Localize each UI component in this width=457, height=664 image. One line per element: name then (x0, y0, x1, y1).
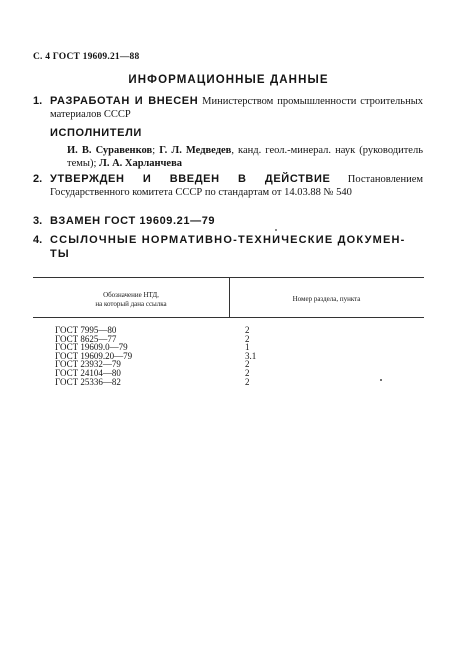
table-row-reference: 2 (245, 359, 250, 370)
table-header-document (33, 291, 229, 308)
executors-heading: ИСПОЛНИТЕЛИ (50, 127, 142, 139)
table-row-reference: 2 (245, 376, 250, 387)
executors-list (67, 145, 423, 170)
table-column-documents (55, 326, 132, 386)
table-row-document: ГОСТ 8625—77 (55, 333, 117, 344)
section-heading: УТВЕРЖДЕН И ВВЕДЕН В ДЕЙСТВИЕ (50, 173, 331, 185)
speck (275, 229, 277, 231)
table-row-reference: 2 (245, 367, 250, 378)
speck (380, 379, 382, 381)
executor-name: Л. А. Харланчева (99, 157, 183, 169)
section-heading: ССЫЛОЧНЫЕ НОРМАТИВНО-ТЕХНИЧЕСКИЕ ДОКУМЕН-ТЫ (50, 234, 406, 260)
section-2 (33, 173, 423, 199)
section-number: 1. (33, 95, 43, 107)
table-row-reference: 1 (245, 342, 250, 353)
executor-name: Г. Л. Медведев (159, 145, 232, 156)
table-row-reference: 2 (245, 333, 250, 344)
section-text: Постановлением Государственного комитета СССР по стандартам от 14.03.88 № 540 (50, 174, 424, 198)
table-row-reference: 3.1 (245, 350, 257, 361)
section-1 (33, 95, 423, 121)
section-number: 3. (33, 215, 43, 227)
section-number: 2. (33, 173, 43, 185)
section-number: 4. (33, 234, 43, 246)
section-heading: РАЗРАБОТАН И ВНЕСЕН (50, 95, 199, 107)
table-row-document: ГОСТ 19609.20—79 (55, 350, 133, 361)
table-row-document: ГОСТ 25336—82 (55, 376, 121, 387)
page-title: ИНФОРМАЦИОННЫЕ ДАННЫЕ (128, 74, 329, 86)
table-row-document: ГОСТ 19609.0—79 (55, 342, 128, 353)
executor-separator: ; (152, 145, 160, 156)
table-row-reference: 2 (245, 325, 250, 335)
header-line: Обозначение НТД, (103, 291, 159, 299)
table-row-document: ГОСТ 23932—79 (55, 359, 121, 370)
section-4 (33, 234, 423, 261)
header-line: на который дана ссылка (95, 299, 167, 308)
executor-credentials: , канд. геол.-минерал. наук (руководитель темы); (67, 145, 424, 169)
executor-name: И. В. Суравенков (67, 145, 153, 156)
section-text: Министерством промышленности строительных материалов СССР (50, 96, 423, 120)
table-row-document: ГОСТ 7995—80 (55, 325, 117, 335)
section-3 (33, 215, 423, 229)
section-heading: ВЗАМЕН ГОСТ 19609.21—79 (50, 215, 216, 227)
table-column-references (245, 326, 256, 386)
table-row-document: ГОСТ 24104—80 (55, 367, 121, 378)
table-header-rule (33, 317, 424, 318)
table-header-section: Номер раздела, пункта (292, 295, 361, 303)
running-head: С. 4 ГОСТ 19609.21—88 (33, 52, 140, 62)
